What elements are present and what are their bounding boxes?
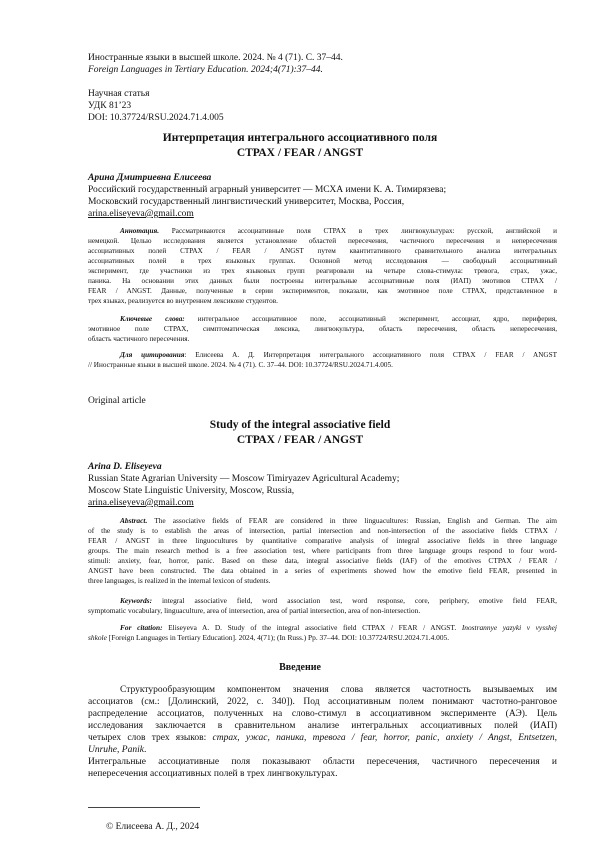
- citation-ru-line: : Елисеева А. Д. Интерпретация интегрального ассоциативного поля СТРАХ / FEAR / ANGST: [184, 351, 557, 359]
- abstract-ru-line: FEAR / ANGST. Данные, полученные в серии экспериментов, показали, как эмотивное поле СТРАХ, представленное в: [88, 287, 557, 295]
- abstract-ru-line: паника. На основании этих данных были построены интегральные ассоциативные поля (ИАП) эмотивов СТРАХ /: [88, 277, 557, 285]
- citation-ru: [88, 350, 557, 370]
- keywords-en-label: Keywords:: [120, 596, 153, 605]
- keywords-ru-line: эмотивное поле СТРАХ, симптоматическая лексика, лингвокультура, область пересечения, область непересечения,: [88, 325, 557, 333]
- intro-terms: страх, ужас, паника, тревога / fear, horror, panic, anxiety / Angst, Entsetzen,: [212, 733, 558, 743]
- abstract-ru: [88, 226, 557, 306]
- abstract-en-line: three languages, is realized in the internal lexicon of students.: [88, 576, 271, 585]
- abstract-en-line: ANGST have been constructed. The data obtained in a series of experiments showed how the emotive field FEAR, presented in: [88, 566, 557, 575]
- doi: DOI: 10.37724/RSU.2024.71.4.005: [88, 113, 224, 123]
- article-type-ru: Научная статья: [88, 89, 150, 99]
- abstract-ru-line: ассоциативных полей СТРАХ / FEAR / ANGST путем квантитативного сравнительного анализа интегральных: [88, 247, 557, 255]
- affiliation-ru-1: Российский государственный аграрный университет — МСХА имени К. А. Тимирязева;: [88, 185, 447, 195]
- footnote-separator: [88, 807, 200, 808]
- title-ru-line1: Интерпретация интегрального ассоциативного поля: [162, 132, 438, 144]
- intro-paragraph-1: [88, 684, 557, 756]
- citation-en-journal-cont: shkole: [88, 633, 107, 642]
- author-email-en[interactable]: arina.eliseyeva@gmail.com: [88, 498, 194, 508]
- intro-line: ассоциатов (см.: [Долинский, 2022, с. 340]). Под ассоциативным полем понимают частотно-ранговое: [88, 697, 557, 707]
- intro-paragraph-2: [88, 756, 557, 780]
- abstract-en: [88, 516, 557, 586]
- journal-citation-ru: Иностранные языки в высшей школе. 2024. № 4 (71). С. 37–44.: [88, 53, 343, 63]
- abstract-en-line: The associative fields of FEAR are considered in three linguacultures: Russian, English and German. The aim: [154, 516, 557, 525]
- intro-line: четырех слов трех языков:: [88, 733, 213, 743]
- intro-line: непересечения ассоциативных полей в трех лингвокультурах.: [88, 769, 338, 779]
- journal-citation-en: Foreign Languages in Tertiary Education. 2024;4(71):37–44.: [88, 65, 323, 75]
- title-en-line2: СТРАХ / FEAR / ANGST: [236, 434, 364, 446]
- abstract-ru-line: ассоциативных полей в трех языковых группах. Основной метод исследования — свободный ассоциативный: [88, 257, 557, 265]
- abstract-en-line: groups. The main research method is a free association test, where participants from three language groups respond to four word-: [88, 546, 557, 555]
- citation-ru-label: Для цитирования: [120, 351, 185, 359]
- keywords-ru-line: интегральное ассоциативное поле, ассоциативный эксперимент, ассоциат, ядро, периферия,: [197, 315, 557, 323]
- author-email-ru[interactable]: arina.eliseyeva@gmail.com: [88, 209, 194, 219]
- keywords-en: [88, 596, 557, 616]
- keywords-en-line: integral associative field, word association test, word response, core, periphery, emotive field FEAR,: [161, 596, 558, 605]
- citation-en-line: Eliseyeva A. D. Study of the integral associative field СТРАХ / FEAR / ANGST.: [168, 623, 457, 632]
- udc-code: УДК 81’23: [88, 101, 132, 111]
- intro-line: Структурообразующим компонентом значения слова является частотность вызываемых им: [120, 685, 557, 695]
- article-type-en: Original article: [88, 396, 146, 406]
- abstract-ru-label: Аннотация.: [120, 227, 160, 235]
- abstract-ru-line: Рассматриваются ассоциативные поля СТРАХ в трех лингвокультурах: русской, английской и: [171, 227, 557, 235]
- title-ru-line2: СТРАХ / FEAR / ANGST: [236, 147, 364, 159]
- keywords-ru-line: область частичного пересечения.: [88, 335, 190, 343]
- citation-ru-line: // Иностранные языки в высшей школе. 2024. № 4 (71). С. 37–44. DOI: 10.37724/RSU.2024.71.4.005.: [88, 361, 393, 369]
- keywords-ru-label: Ключевые слова:: [120, 315, 185, 323]
- intro-line: Интегральные ассоциативные поля показывают области пересечения, частичного пересечения и: [88, 757, 557, 767]
- copyright-notice: © Елисеева А. Д., 2024: [106, 822, 200, 832]
- affiliation-ru-2: Московский государственный лингвистический университет, Москва, Россия,: [88, 197, 405, 207]
- author-name-ru: Арина Дмитриевна Елисеева: [88, 173, 212, 183]
- title-en-line1: Study of the integral associative field: [209, 419, 391, 431]
- section-heading-intro: Введение: [279, 662, 321, 673]
- intro-line: .: [143, 745, 147, 755]
- keywords-ru: [88, 314, 557, 344]
- citation-en-line: [Foreign Languages in Tertiary Education]. 2024, 4(71); (In Russ.) Pp. 37–44. DOI: 10.37724/RSU.2024.71.4.005.: [108, 633, 450, 642]
- author-name-en: Arina D. Eliseyeva: [88, 462, 162, 472]
- abstract-ru-line: немецкой. Целью исследования является установление областей пересечения, частичного пересечения и непересечения: [88, 237, 557, 245]
- abstract-ru-line: эксперимент, где участники из трех языковых групп реагировали на четыре слова-стимула: тревога, страх, ужас,: [88, 267, 557, 275]
- citation-en-journal: Inostrannye yazyki v vysshej: [461, 623, 557, 632]
- keywords-en-line: symptomatic vocabulary, linguaculture, area of intersection, area of partial intersection, area of non-intersection.: [88, 606, 421, 615]
- affiliation-en-1: Russian State Agrarian University — Moscow Timiryazev Agricultural Academy;: [88, 474, 400, 484]
- intro-line: исследования заключается в сравнительном анализе интегральных ассоциативных полей (ИАП): [88, 721, 557, 731]
- intro-terms-cont: Unruhe, Panik: [88, 745, 144, 755]
- abstract-ru-line: трех языках, реализуется во внутреннем лексиконе студентов.: [88, 297, 278, 305]
- abstract-en-line: FEAR / ANGST in three linguocultures by quantitative comparative analysis of integral associative fields in three language: [88, 536, 557, 545]
- abstract-en-line: of the study is to establish the areas of intersection, partial intersection and non-intersection of the associative fields СТРАХ /: [88, 526, 557, 535]
- citation-en: [88, 623, 557, 643]
- affiliation-en-2: Moscow State Linguistic University, Moscow, Russia,: [88, 486, 295, 496]
- abstract-en-line: stimuli: anxiety, fear, horror, panic. Based on these data, integral associative fields (IAF) of the emotives СТРАХ / FEAR /: [88, 556, 557, 565]
- abstract-en-label: Abstract.: [120, 516, 148, 525]
- citation-en-label: For citation:: [120, 623, 163, 632]
- intro-line: распределение ассоциатов, полученных на слово-стимул в ассоциативном эксперименте (АЭ). Цель: [88, 709, 557, 719]
